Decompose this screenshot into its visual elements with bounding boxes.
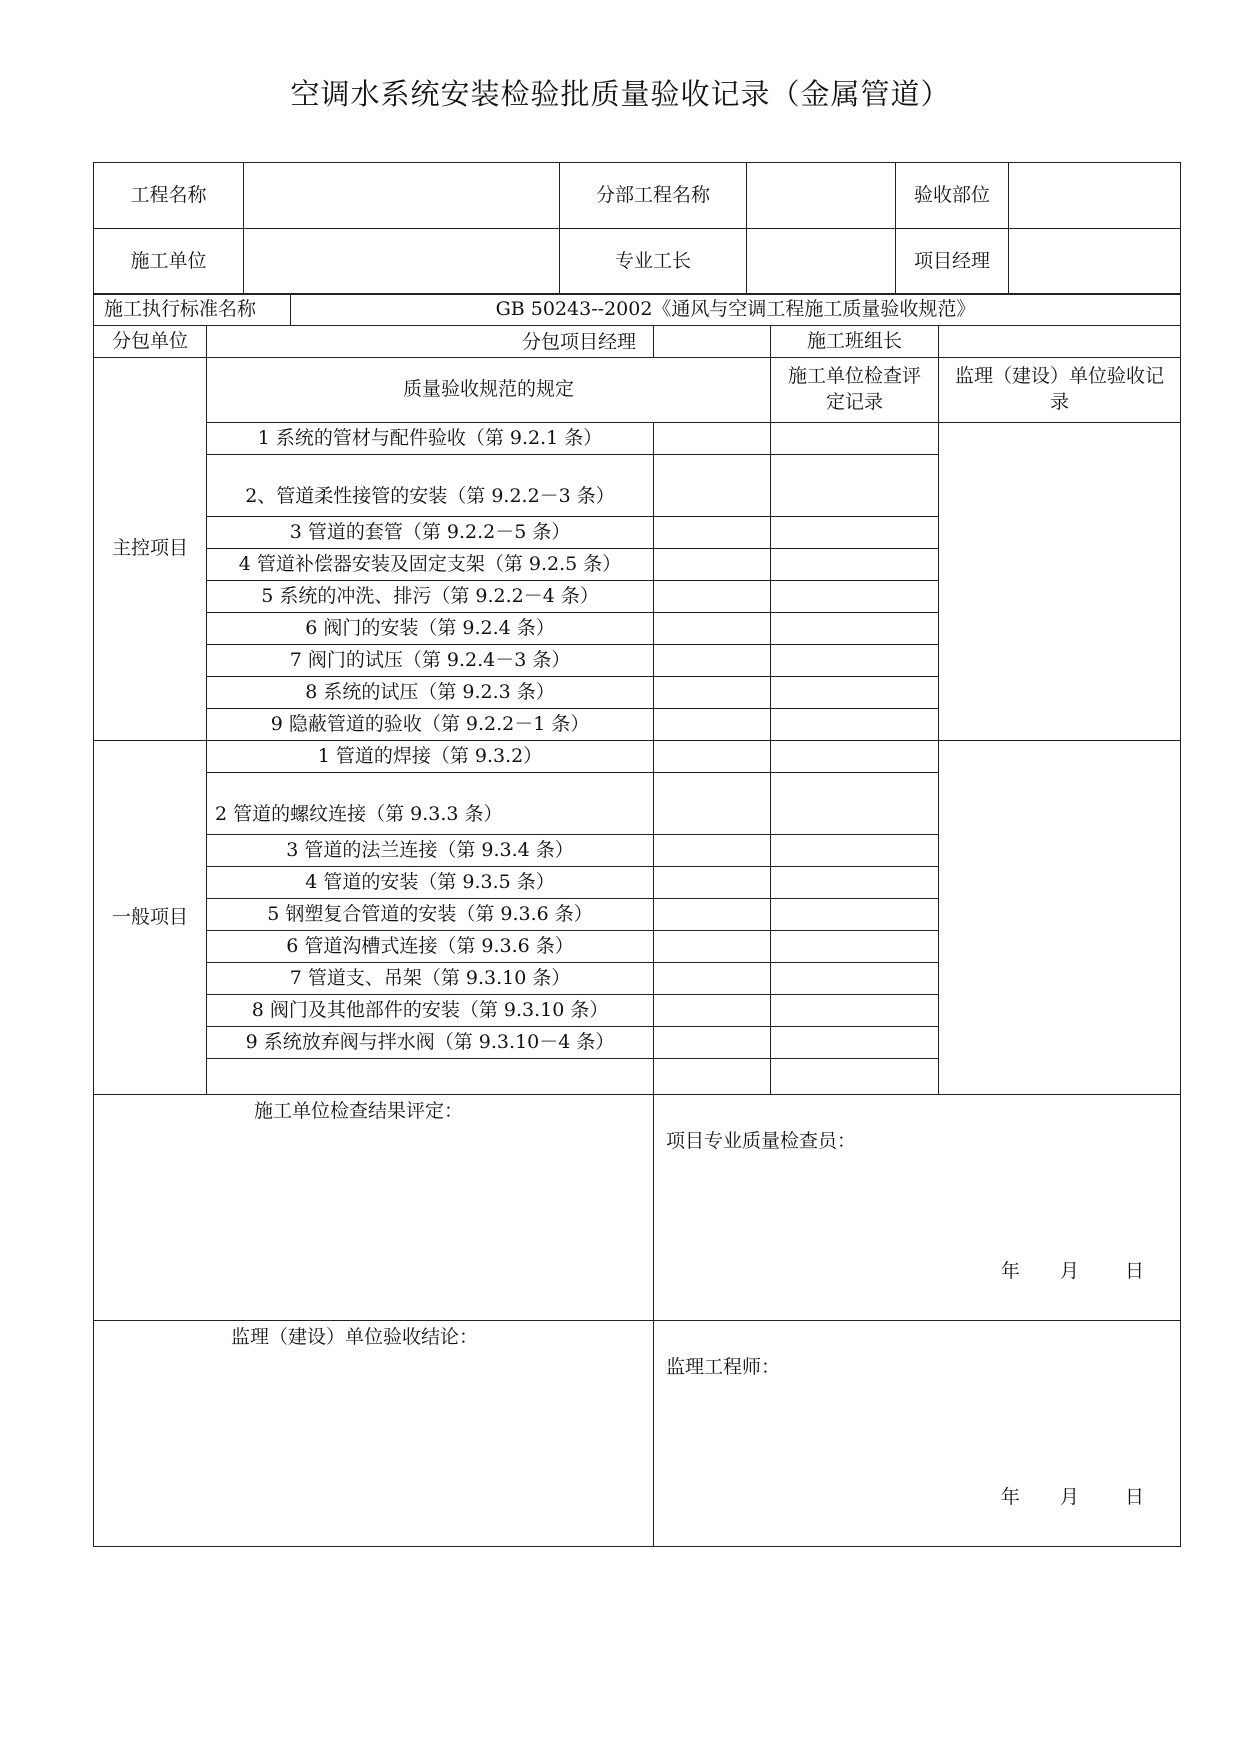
main-item-8-check[interactable] [771, 677, 939, 709]
main-item-1-value[interactable] [654, 423, 771, 455]
construction-inspector-cell[interactable] [654, 1095, 1181, 1321]
construction-unit-field[interactable] [244, 229, 560, 295]
standard-label: 施工执行标准名称 [94, 294, 291, 326]
standard-value: GB 50243--2002《通风与空调工程施工质量验收规范》 [291, 294, 1181, 326]
general-item-2-check[interactable] [771, 773, 939, 835]
engineer-label: 监理工程师： [666, 1356, 781, 1378]
general-item-7: 7 管道支、吊架（第 9.3.10 条） [207, 963, 654, 995]
general-item-1: 1 管道的焊接（第 9.3.2） [207, 741, 654, 773]
construction-date [1001, 1259, 1144, 1285]
general-items-label: 一般项目 [94, 741, 207, 1095]
general-item-9: 9 系统放弃阀与拌水阀（第 9.3.10－4 条） [207, 1027, 654, 1059]
date-year: 年 [1000, 1260, 1020, 1282]
general-item-10-value[interactable] [654, 1059, 771, 1095]
date-day: 日 [1125, 1260, 1145, 1282]
project-manager-label: 项目经理 [896, 229, 1009, 295]
general-item-8: 8 阀门及其他部件的安装（第 9.3.10 条） [207, 995, 654, 1027]
team-leader-field[interactable] [939, 326, 1181, 358]
supervision-date [1001, 1485, 1144, 1511]
general-item-2: 2 管道的螺纹连接（第 9.3.3 条） [207, 773, 654, 835]
main-item-4-check[interactable] [771, 549, 939, 581]
main-items-label: 主控项目 [94, 358, 207, 741]
main-item-5-check[interactable] [771, 581, 939, 613]
general-item-8-value[interactable] [654, 995, 771, 1027]
supervision-engineer-cell[interactable] [654, 1321, 1181, 1547]
supervision-result-cell[interactable] [94, 1321, 654, 1547]
general-item-5: 5 钢塑复合管道的安装（第 9.3.6 条） [207, 899, 654, 931]
general-item-4: 4 管道的安装（第 9.3.5 条） [207, 867, 654, 899]
date-month: 月 [1059, 1486, 1079, 1508]
general-item-9-check[interactable] [771, 1027, 939, 1059]
subcontract-unit-label: 分包单位 [94, 326, 207, 358]
general-item-8-check[interactable] [771, 995, 939, 1027]
main-item-7-check[interactable] [771, 645, 939, 677]
construction-unit-label: 施工单位 [94, 229, 244, 295]
general-items-supervision-record[interactable] [939, 741, 1181, 1095]
main-item-7: 7 阀门的试压（第 9.2.4－3 条） [207, 645, 654, 677]
date-month: 月 [1059, 1260, 1079, 1282]
project-manager-field[interactable] [1009, 229, 1181, 295]
acceptance-part-label: 验收部位 [896, 163, 1009, 229]
main-item-9: 9 隐蔽管道的验收（第 9.2.2－1 条） [207, 709, 654, 741]
main-item-3: 3 管道的套管（第 9.2.2－5 条） [207, 517, 654, 549]
main-item-4: 4 管道补偿器安装及固定支架（第 9.2.5 条） [207, 549, 654, 581]
main-item-8: 8 系统的试压（第 9.2.3 条） [207, 677, 654, 709]
foreman-label: 专业工长 [560, 229, 747, 295]
main-item-1-check[interactable] [771, 423, 939, 455]
general-item-7-value[interactable] [654, 963, 771, 995]
construction-result-cell[interactable] [94, 1095, 654, 1321]
main-item-2-check[interactable] [771, 455, 939, 517]
spec-column-header: 质量验收规范的规定 [207, 358, 771, 423]
main-item-8-value[interactable] [654, 677, 771, 709]
main-item-9-value[interactable] [654, 709, 771, 741]
subcontract-unit-field[interactable] [207, 326, 654, 358]
general-item-9-value[interactable] [654, 1027, 771, 1059]
main-items-supervision-record[interactable] [939, 423, 1181, 741]
general-item-6: 6 管道沟槽式连接（第 9.3.6 条） [207, 931, 654, 963]
main-item-6-value[interactable] [654, 613, 771, 645]
main-item-1: 1 系统的管材与配件验收（第 9.2.1 条） [207, 423, 654, 455]
general-item-4-value[interactable] [654, 867, 771, 899]
main-item-3-check[interactable] [771, 517, 939, 549]
project-info-table [93, 162, 1181, 295]
main-item-2: 2、管道柔性接管的安装（第 9.2.2－3 条） [207, 455, 654, 517]
foreman-field[interactable] [747, 229, 896, 295]
team-leader-label: 施工班组长 [771, 326, 939, 358]
main-item-4-value[interactable] [654, 549, 771, 581]
document-title: 空调水系统安装检验批质量验收记录（金属管道） [290, 77, 951, 111]
general-item-10 [207, 1059, 654, 1095]
main-item-3-value[interactable] [654, 517, 771, 549]
construction-result-label: 施工单位检查结果评定： [254, 1100, 464, 1122]
general-item-5-value[interactable] [654, 899, 771, 931]
supervision-check-column-header: 监理（建设）单位验收记录 [939, 358, 1181, 423]
subcontract-manager-label: 分包项目经理 [522, 331, 637, 353]
general-item-6-check[interactable] [771, 931, 939, 963]
general-item-7-check[interactable] [771, 963, 939, 995]
general-item-3-check[interactable] [771, 835, 939, 867]
sub-project-label: 分部工程名称 [560, 163, 747, 229]
date-year: 年 [1000, 1486, 1020, 1508]
project-name-label: 工程名称 [94, 163, 244, 229]
supervision-result-label: 监理（建设）单位验收结论： [231, 1326, 479, 1348]
acceptance-part-field[interactable] [1009, 163, 1181, 229]
main-item-6: 6 阀门的安装（第 9.2.4 条） [207, 613, 654, 645]
general-item-3: 3 管道的法兰连接（第 9.3.4 条） [207, 835, 654, 867]
main-item-9-check[interactable] [771, 709, 939, 741]
main-item-6-check[interactable] [771, 613, 939, 645]
construction-check-column-header: 施工单位检查评定记录 [771, 358, 939, 423]
main-item-5-value[interactable] [654, 581, 771, 613]
general-item-2-value[interactable] [654, 773, 771, 835]
general-item-3-value[interactable] [654, 835, 771, 867]
sub-project-field[interactable] [747, 163, 896, 229]
general-item-1-value[interactable] [654, 741, 771, 773]
main-item-5: 5 系统的冲洗、排污（第 9.2.2－4 条） [207, 581, 654, 613]
general-item-4-check[interactable] [771, 867, 939, 899]
main-item-7-value[interactable] [654, 645, 771, 677]
subcontract-manager-field[interactable] [654, 326, 771, 358]
inspector-label: 项目专业质量检查员： [666, 1130, 857, 1152]
project-name-field[interactable] [244, 163, 560, 229]
general-item-1-check[interactable] [771, 741, 939, 773]
inspection-table [93, 293, 1181, 1547]
date-day: 日 [1125, 1486, 1145, 1508]
main-item-2-value[interactable] [654, 455, 771, 517]
general-item-5-check[interactable] [771, 899, 939, 931]
general-item-10-check[interactable] [771, 1059, 939, 1095]
general-item-6-value[interactable] [654, 931, 771, 963]
